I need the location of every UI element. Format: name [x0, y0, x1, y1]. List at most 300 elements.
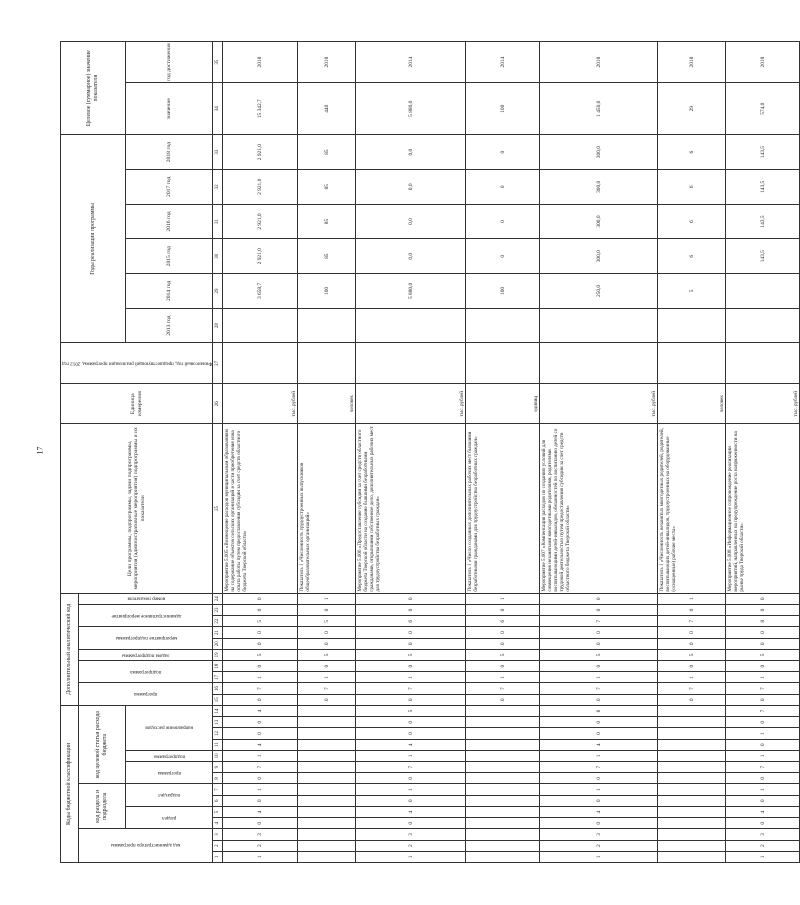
- column-index: 28: [213, 308, 223, 343]
- code-cell: 0: [223, 694, 298, 705]
- year-value: 0: [466, 204, 540, 239]
- code-cell: 0: [540, 661, 658, 672]
- code-cell: [466, 773, 540, 784]
- column-index: 34: [213, 83, 223, 135]
- target-year: 2018: [223, 42, 298, 83]
- code-cell: 0: [540, 795, 658, 806]
- year-value: 2 921,0: [223, 204, 298, 239]
- row-unit: тыс. рублей: [540, 384, 658, 424]
- code-cell: 7: [540, 616, 658, 627]
- code-cell: 3: [726, 829, 800, 840]
- target-year: 2018: [540, 42, 658, 83]
- code-cell: 0: [356, 661, 466, 672]
- code-cell: [466, 851, 540, 862]
- column-index: 31: [213, 204, 223, 239]
- code-cell: 2: [356, 840, 466, 851]
- code-cell: 0: [540, 717, 658, 728]
- table-row: [466, 42, 540, 863]
- code-cell: 0: [356, 638, 466, 649]
- year-value: 143,5: [726, 204, 800, 239]
- code-cell: 4: [223, 806, 298, 817]
- code-cell: 7: [540, 683, 658, 694]
- code-cell: [298, 818, 356, 829]
- row-description: Показатель 1 «Численность трудоустроенных выпускников общеобразовательных организаций»: [298, 424, 356, 593]
- header-a-admin-event: административное мероприятие: [79, 604, 213, 626]
- header-a-event: мероприятие подпрограммы: [79, 627, 213, 649]
- row-fin-prev: [540, 343, 658, 384]
- code-cell: 0: [658, 604, 726, 615]
- code-cell: 0: [658, 627, 726, 638]
- code-cell: 1: [223, 750, 298, 761]
- code-cell: 0: [466, 694, 540, 705]
- code-cell: 0: [726, 661, 800, 672]
- column-index: 22: [213, 616, 223, 627]
- code-cell: 0: [726, 818, 800, 829]
- code-cell: [466, 818, 540, 829]
- code-cell: 0: [726, 604, 800, 615]
- row-unit: единиц: [466, 384, 540, 424]
- code-cell: 5: [540, 649, 658, 660]
- code-cell: 4: [223, 739, 298, 750]
- code-cell: 7: [356, 683, 466, 694]
- column-index: 24: [213, 593, 223, 604]
- year-value: 5 880,0: [356, 274, 466, 309]
- code-cell: [658, 795, 726, 806]
- column-index: 20: [213, 638, 223, 649]
- year-value: 0: [466, 239, 540, 274]
- row-fin-prev: [726, 343, 800, 384]
- column-index: 6: [213, 795, 223, 806]
- code-cell: [658, 717, 726, 728]
- code-cell: 0: [356, 604, 466, 615]
- column-index: 33: [213, 135, 223, 170]
- year-value: 0: [466, 169, 540, 204]
- code-cell: 0: [298, 694, 356, 705]
- code-cell: 4: [540, 739, 658, 750]
- code-cell: [298, 806, 356, 817]
- row-unit: тыс. рублей: [223, 384, 298, 424]
- code-cell: 0: [466, 604, 540, 615]
- code-cell: 1: [540, 750, 658, 761]
- code-cell: 0: [223, 604, 298, 615]
- code-cell: 1: [356, 851, 466, 862]
- column-index: 16: [213, 683, 223, 694]
- header-section: раздел: [126, 806, 213, 828]
- code-cell: 0: [356, 694, 466, 705]
- row-unit: человек: [658, 384, 726, 424]
- code-cell: 0: [540, 627, 658, 638]
- code-cell: 5: [298, 616, 356, 627]
- code-cell: 0: [466, 627, 540, 638]
- column-index: 30: [213, 239, 223, 274]
- column-index: 17: [213, 672, 223, 683]
- row-description: Мероприятие 5.008 «Информационное сопровождение реализации мероприятий, направленных на предупреждение роста напряженности на рынке труда Тверской области»: [726, 424, 800, 593]
- code-cell: [658, 818, 726, 829]
- header-direction: направление расходов: [126, 705, 213, 750]
- code-cell: 1: [298, 672, 356, 683]
- code-cell: 1: [223, 672, 298, 683]
- code-cell: 0: [540, 773, 658, 784]
- column-index: 26: [213, 384, 223, 424]
- program-table: [60, 41, 800, 863]
- column-index: 29: [213, 274, 223, 309]
- code-cell: 7: [540, 762, 658, 773]
- row-description: Мероприятие 5.006 «Предоставление субсидии за счет средств областного бюджета Тверской области на создание бывшими безработными гражданами, открывшими собственное дело, дополнительных рабочих мест для трудоустройства безработных граждан»: [356, 424, 466, 593]
- code-cell: 1: [658, 672, 726, 683]
- code-cell: 0: [540, 593, 658, 604]
- header-program: программа: [126, 762, 213, 784]
- code-cell: [658, 739, 726, 750]
- code-cell: 0: [540, 728, 658, 739]
- code-cell: 0: [223, 638, 298, 649]
- year-value: 3 658,7: [223, 274, 298, 309]
- column-index: 13: [213, 717, 223, 728]
- code-cell: [298, 840, 356, 851]
- header-a-subprogram: подпрограмма: [79, 661, 213, 683]
- code-cell: 7: [658, 683, 726, 694]
- column-index: 25: [213, 424, 223, 593]
- year-value: 5: [658, 274, 726, 309]
- code-cell: [466, 784, 540, 795]
- code-cell: 0: [726, 773, 800, 784]
- code-cell: 2: [223, 840, 298, 851]
- code-cell: 1: [356, 672, 466, 683]
- code-cell: [658, 705, 726, 716]
- row-description: Мероприятие 5.007 «Компенсация расходов по созданию условий для совмещения незанятыми многодетными родителями, родителями воспитывающими детей-инвалидов, обязанностей по воспитанию детей со трудовой деятельностью путем предоставления субсидии за счет средств областного бюджета Тверской области»: [540, 424, 658, 593]
- code-cell: 1: [540, 672, 658, 683]
- header-row-1: [61, 42, 79, 863]
- column-index: 3: [213, 829, 223, 840]
- year-value: 250,0: [540, 274, 658, 309]
- column-index-row: [213, 42, 223, 863]
- code-cell: 7: [223, 762, 298, 773]
- target-year: 2018: [726, 42, 800, 83]
- code-cell: 7: [466, 683, 540, 694]
- code-cell: 1: [356, 750, 466, 761]
- code-cell: 1: [726, 851, 800, 862]
- year-value: 2 921,0: [223, 169, 298, 204]
- header-unit: Единица измерения: [61, 384, 213, 424]
- code-cell: 8: [726, 616, 800, 627]
- year-value: 0,0: [356, 135, 466, 170]
- code-cell: [298, 717, 356, 728]
- header-y2014: 2014 год: [126, 274, 213, 309]
- code-cell: 7: [356, 762, 466, 773]
- code-cell: 1: [223, 784, 298, 795]
- code-cell: 6: [466, 616, 540, 627]
- code-cell: 0: [298, 627, 356, 638]
- code-cell: 0: [726, 694, 800, 705]
- code-cell: 4: [356, 806, 466, 817]
- year-value: 300,0: [540, 135, 658, 170]
- year-value: 6: [658, 135, 726, 170]
- year-value: 300,0: [540, 169, 658, 204]
- table-row: [540, 42, 658, 863]
- rotated-table-container: [60, 41, 799, 863]
- code-cell: 1: [223, 851, 298, 862]
- code-cell: [298, 728, 356, 739]
- header-a-indicator: номер показателя: [79, 593, 213, 604]
- header-value: значение: [126, 83, 213, 135]
- year-value: 100: [298, 274, 356, 309]
- column-index: 11: [213, 739, 223, 750]
- header-a-task: задача подпрограммы: [79, 649, 213, 660]
- code-cell: 0: [356, 728, 466, 739]
- code-cell: 0: [466, 638, 540, 649]
- target-year: 2014: [356, 42, 466, 83]
- code-cell: 5: [223, 616, 298, 627]
- code-cell: [298, 739, 356, 750]
- code-cell: 0: [726, 739, 800, 750]
- code-cell: 0: [540, 818, 658, 829]
- code-cell: 0: [540, 604, 658, 615]
- code-cell: 1: [726, 672, 800, 683]
- year-value: 6: [658, 169, 726, 204]
- code-cell: 7: [658, 616, 726, 627]
- code-cell: 0: [298, 661, 356, 672]
- column-index: 9: [213, 762, 223, 773]
- code-cell: 7: [726, 762, 800, 773]
- year-value: 0: [466, 135, 540, 170]
- code-cell: 0: [223, 661, 298, 672]
- header-y2015: 2015 год: [126, 239, 213, 274]
- code-cell: 5: [223, 649, 298, 660]
- code-cell: 5: [726, 649, 800, 660]
- code-cell: [658, 829, 726, 840]
- code-cell: [466, 750, 540, 761]
- target-year: 2014: [466, 42, 540, 83]
- column-index: 12: [213, 728, 223, 739]
- target-value: 15 342,7: [223, 83, 298, 135]
- code-cell: 0: [726, 627, 800, 638]
- code-cell: 0: [726, 795, 800, 806]
- column-index: 19: [213, 649, 223, 660]
- code-cell: 0: [356, 773, 466, 784]
- code-cell: 1: [466, 593, 540, 604]
- code-cell: 0: [658, 661, 726, 672]
- code-cell: [658, 840, 726, 851]
- year-value: 85: [298, 135, 356, 170]
- code-cell: 7: [726, 683, 800, 694]
- code-cell: 0: [356, 717, 466, 728]
- code-cell: 5: [466, 649, 540, 660]
- code-cell: [298, 750, 356, 761]
- column-index: 8: [213, 773, 223, 784]
- code-cell: [298, 762, 356, 773]
- code-cell: 4: [356, 739, 466, 750]
- row-fin-prev: [356, 343, 466, 384]
- column-index: 4: [213, 818, 223, 829]
- year-value: 6: [658, 204, 726, 239]
- header-years: Годы реализации программы: [61, 135, 126, 343]
- code-cell: [658, 806, 726, 817]
- code-cell: 6: [540, 705, 658, 716]
- code-cell: 6: [356, 616, 466, 627]
- code-cell: [466, 728, 540, 739]
- code-cell: 1: [298, 593, 356, 604]
- year-value: 85: [298, 204, 356, 239]
- code-cell: [466, 829, 540, 840]
- column-index: 21: [213, 627, 223, 638]
- code-cell: 7: [298, 683, 356, 694]
- code-cell: 0: [658, 694, 726, 705]
- code-cell: 0: [223, 773, 298, 784]
- header-section-code: код раздела и подраздела: [79, 784, 126, 829]
- code-cell: 0: [223, 627, 298, 638]
- year-value: 85: [298, 239, 356, 274]
- header-target-value: Целевое (суммарное) значение показателя: [61, 42, 126, 135]
- year-value: 300,0: [540, 239, 658, 274]
- code-cell: [466, 806, 540, 817]
- code-cell: 1: [540, 851, 658, 862]
- code-cell: 5: [356, 705, 466, 716]
- code-cell: [466, 705, 540, 716]
- header-admin-code: код администратора программы: [79, 829, 213, 863]
- header-y2013: 2013 год: [126, 308, 213, 343]
- code-cell: 0: [658, 638, 726, 649]
- code-cell: 4: [726, 806, 800, 817]
- header-subsection: подраздел: [126, 784, 213, 806]
- code-cell: 3: [223, 829, 298, 840]
- code-cell: 2: [726, 840, 800, 851]
- column-index: 15: [213, 694, 223, 705]
- row-description: Мероприятие 5.005 «Возмещение расходов муниципальным образованиям на содержание объектов сельских организаций в части приобретения изна опыта работы путем предоставления субсидии за счет средств областного бюджета Тверской области»: [223, 424, 298, 593]
- year-value: 0,0: [356, 239, 466, 274]
- code-cell: 7: [726, 705, 800, 716]
- header-targets-desc: Цели программы, подпрограммы, задачи подпрограммы, мероприятия (административные мероприятия) подпрограммы и их показатели: [61, 424, 213, 593]
- year-value: [658, 308, 726, 343]
- code-cell: 0: [298, 604, 356, 615]
- header-fin-prev: Финансовый год, предшествующий реализации программы, 2012 год: [61, 343, 213, 384]
- year-value: 2 921,0: [223, 239, 298, 274]
- code-cell: [658, 750, 726, 761]
- code-cell: 1: [356, 784, 466, 795]
- target-value: 29: [658, 83, 726, 135]
- code-cell: 4: [540, 806, 658, 817]
- code-cell: 0: [356, 593, 466, 604]
- column-index: 27: [213, 343, 223, 384]
- row-fin-prev: [223, 343, 298, 384]
- target-value: 574,0: [726, 83, 800, 135]
- column-index: 7: [213, 784, 223, 795]
- header-subprogram: подпрограмма: [126, 750, 213, 761]
- row-description: Показатель 1 «Численность незанятых многодетных родителей, родителей, воспитывающих детей-инвалидов, трудоустроенных на оборудованные (оснащенные) рабочие места»: [658, 424, 726, 593]
- column-index: 10: [213, 750, 223, 761]
- code-cell: [298, 773, 356, 784]
- code-cell: 0: [298, 638, 356, 649]
- column-index: 23: [213, 604, 223, 615]
- code-cell: [298, 829, 356, 840]
- code-cell: 5: [356, 649, 466, 660]
- year-value: 0,0: [356, 169, 466, 204]
- header-budget-codes: Коды бюджетной классификации: [61, 705, 79, 862]
- year-value: 85: [298, 169, 356, 204]
- column-index: 5: [213, 806, 223, 817]
- column-index: 14: [213, 705, 223, 716]
- year-value: [298, 308, 356, 343]
- year-value: 2 921,0: [223, 135, 298, 170]
- column-index: 2: [213, 840, 223, 851]
- code-cell: 0: [223, 795, 298, 806]
- header-year-reach: год достижения: [126, 42, 213, 83]
- code-cell: 3: [540, 829, 658, 840]
- page-number: 17: [35, 446, 45, 455]
- code-cell: [658, 784, 726, 795]
- code-cell: [466, 795, 540, 806]
- code-cell: 1: [658, 593, 726, 604]
- header-analytic-code: Дополнительный аналитический код: [61, 593, 79, 705]
- header-y2017: 2017 год: [126, 169, 213, 204]
- code-cell: [658, 773, 726, 784]
- header-y2016: 2016 год: [126, 204, 213, 239]
- target-value: 1 450,0: [540, 83, 658, 135]
- year-value: 6: [658, 239, 726, 274]
- column-index: 32: [213, 169, 223, 204]
- code-cell: 0: [466, 661, 540, 672]
- code-cell: [466, 840, 540, 851]
- code-cell: [298, 705, 356, 716]
- code-cell: 0: [223, 728, 298, 739]
- row-fin-prev: [466, 343, 540, 384]
- code-cell: 0: [356, 627, 466, 638]
- code-cell: 7: [223, 683, 298, 694]
- year-value: 143,5: [726, 239, 800, 274]
- code-cell: 0: [223, 593, 298, 604]
- code-cell: 0: [356, 795, 466, 806]
- code-cell: [298, 795, 356, 806]
- code-cell: [466, 762, 540, 773]
- row-unit: тыс. рублей: [726, 384, 800, 424]
- code-cell: 0: [356, 818, 466, 829]
- code-cell: [298, 851, 356, 862]
- code-cell: [658, 762, 726, 773]
- row-unit: тыс. рублей: [356, 384, 466, 424]
- code-cell: 0: [223, 818, 298, 829]
- table-row: [223, 42, 298, 863]
- code-cell: 0: [223, 717, 298, 728]
- code-cell: 5: [298, 649, 356, 660]
- year-value: 143,5: [726, 135, 800, 170]
- header-a-program: программа: [79, 683, 213, 705]
- code-cell: 3: [356, 829, 466, 840]
- target-value: 100: [466, 83, 540, 135]
- table-row: [658, 42, 726, 863]
- code-cell: 1: [540, 784, 658, 795]
- code-cell: 0: [726, 638, 800, 649]
- target-value: 5 880,0: [356, 83, 466, 135]
- code-cell: 0: [726, 593, 800, 604]
- header-class-code: код целевой статьи расхода бюджета: [79, 705, 126, 784]
- code-cell: [466, 717, 540, 728]
- year-value: [223, 308, 298, 343]
- year-value: 100: [466, 274, 540, 309]
- target-year: 2018: [658, 42, 726, 83]
- code-cell: 1: [726, 728, 800, 739]
- year-value: [726, 308, 800, 343]
- year-value: [540, 308, 658, 343]
- code-cell: [658, 851, 726, 862]
- code-cell: 1: [726, 750, 800, 761]
- row-fin-prev: [658, 343, 726, 384]
- code-cell: 2: [540, 840, 658, 851]
- code-cell: 0: [540, 694, 658, 705]
- code-cell: 5: [658, 649, 726, 660]
- code-cell: 1: [726, 784, 800, 795]
- row-description: Показатель 1 «Число созданных дополнительных рабочих мест бывшими безработными гражданами для трудоустройства безработных граждан»: [466, 424, 540, 593]
- code-cell: [466, 739, 540, 750]
- target-value: 440: [298, 83, 356, 135]
- table-row: [298, 42, 356, 863]
